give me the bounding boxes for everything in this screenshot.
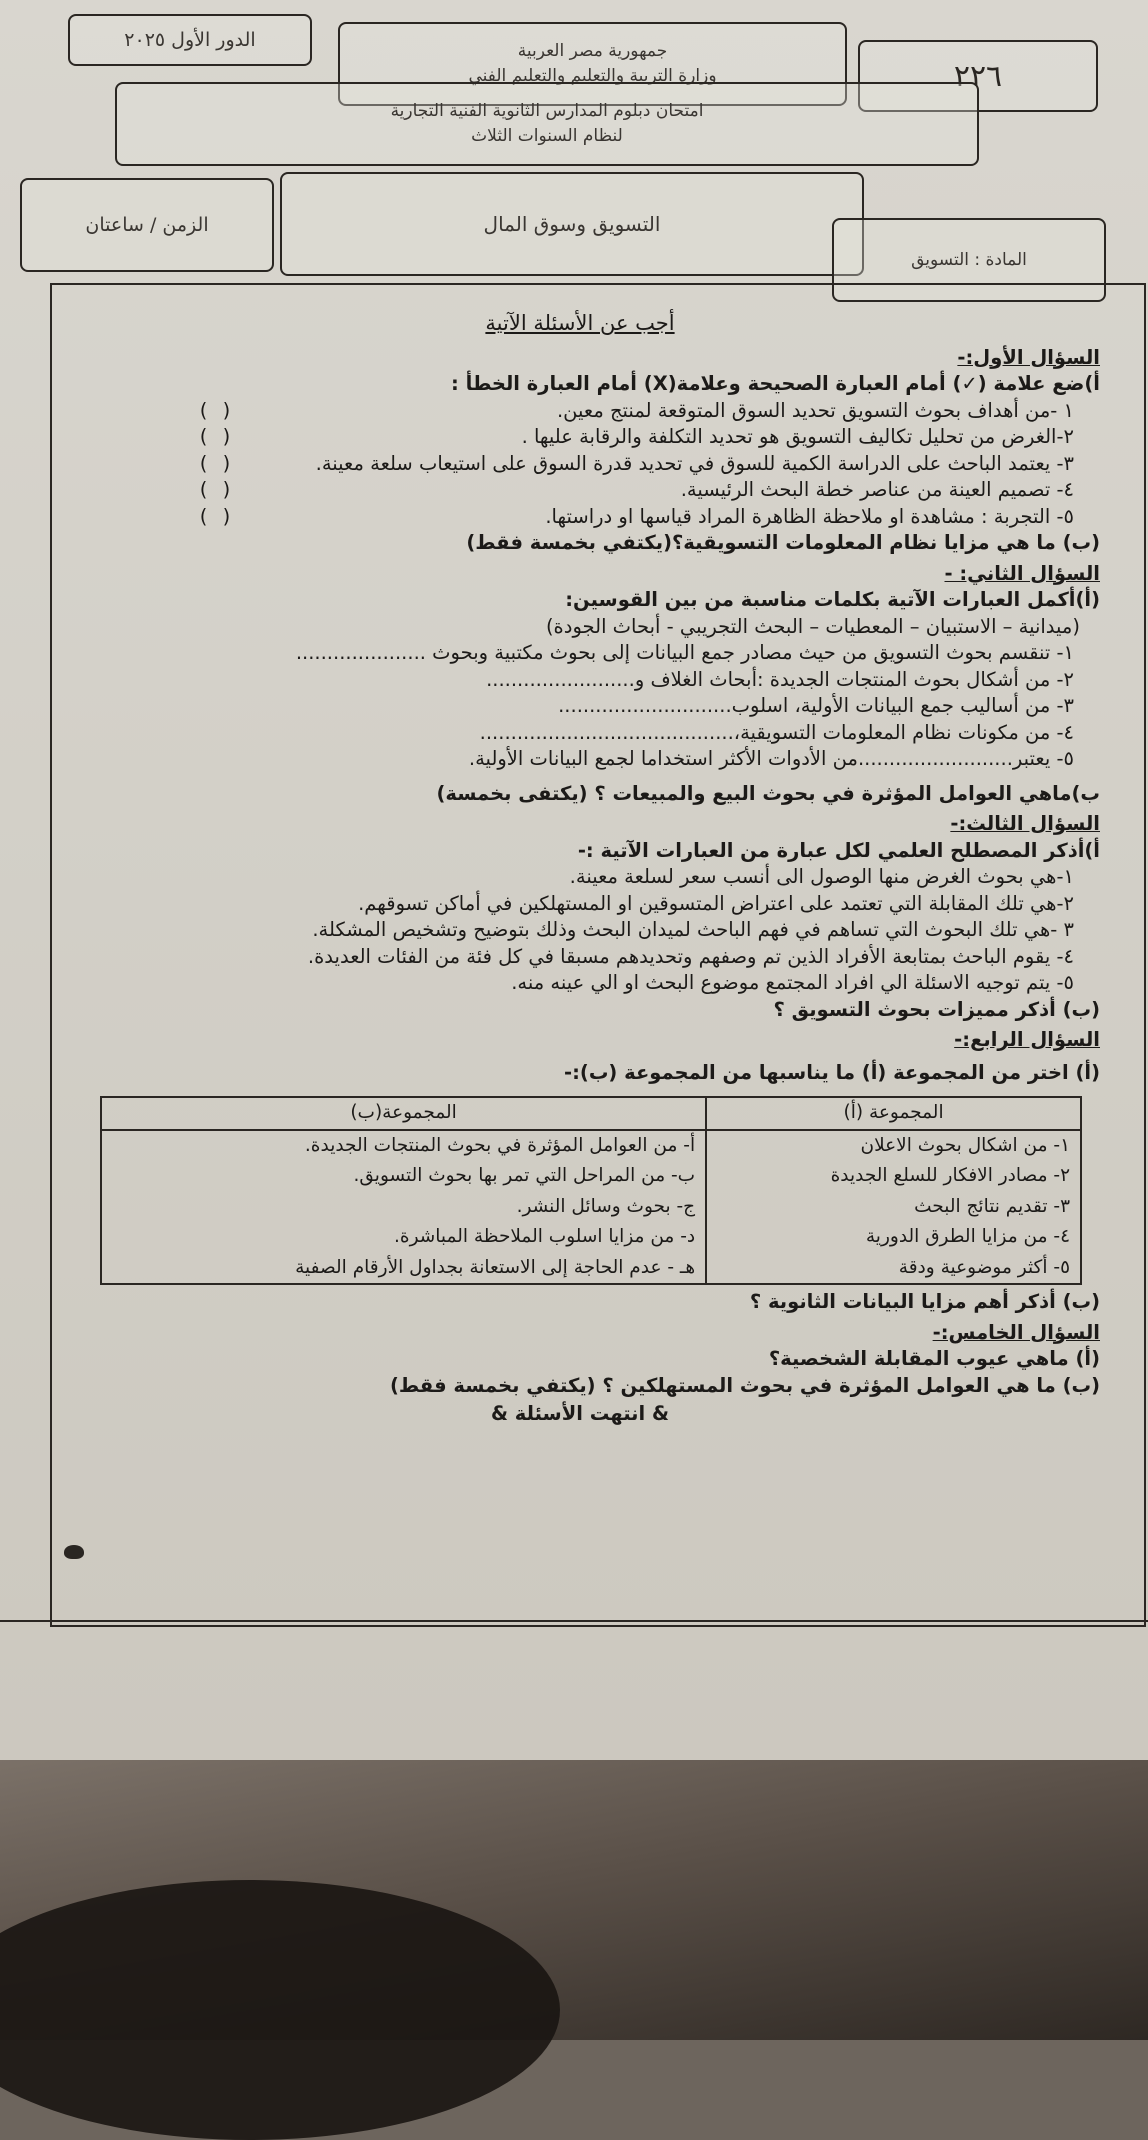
session-label: الدور الأول ٢٠٢٥ bbox=[124, 29, 256, 51]
table-row bbox=[101, 1161, 1081, 1192]
col-a-cell: ٤- من مزايا الطرق الدورية bbox=[706, 1222, 1081, 1253]
q2-b: ب)ماهي العوامل المؤثرة في بحوث البيع والمبيعات ؟ (يكتفى بخمسة) bbox=[436, 781, 1100, 805]
q2-item: ٣- من أساليب جمع البيانات الأولية، اسلوب............................ bbox=[558, 694, 1074, 717]
q3-item: ٤- يقوم الباحث بمتابعة الأفراد الذين تم وصفهم وتحديدهم مسبقا في كل فئة من الفئات العديدة. bbox=[307, 944, 1074, 968]
ink-mark bbox=[64, 1545, 84, 1559]
subject-title-box bbox=[280, 172, 864, 276]
q2-choices: (ميدانية – الاستبيان – المعطيات – البحث التجريبي - أبحاث الجودة) bbox=[545, 614, 1080, 638]
answer-blank: ( ) bbox=[197, 398, 233, 422]
col-b-cell: أ- من العوامل المؤثرة في بحوث المنتجات الجديدة. bbox=[101, 1130, 706, 1162]
col-b-cell: د- من مزايا اسلوب الملاحظة المباشرة. bbox=[101, 1222, 706, 1253]
q5-a: (أ) ماهي عيوب المقابلة الشخصية؟ bbox=[768, 1347, 1100, 1370]
q1-b: (ب) ما هي مزايا نظام المعلومات التسويقية؟(يكتفي بخمسة فقط) bbox=[466, 531, 1100, 554]
q5-b: (ب) ما هي العوامل المؤثرة في بحوث المستهلكين ؟ (يكتفي بخمسة فقط) bbox=[390, 1373, 1100, 1397]
q3-title: السؤال الثالث:- bbox=[950, 812, 1100, 835]
col-a-cell: ٢- مصادر الافكار للسلع الجديدة bbox=[706, 1161, 1081, 1192]
answer-blank: ( ) bbox=[197, 451, 233, 475]
q3-b: (ب) أذكر مميزات بحوث التسويق ؟ bbox=[773, 997, 1100, 1021]
q1-a-prompt: أ)ضع علامة (✓) أمام العبارة الصحيحة وعلامة(X) أمام العبارة الخطأ : bbox=[451, 372, 1100, 395]
q4-b: (ب) أذكر أهم مزايا البيانات الثانوية ؟ bbox=[749, 1290, 1100, 1313]
time-box bbox=[20, 178, 274, 272]
q2-item: ٢- من أشكال بحوث المنتجات الجديدة :أبحاث الغلاف و........................ bbox=[486, 667, 1074, 691]
q3-item: ٢-هي تلك المقابلة التي تعتمد على اعتراض المتسوقين او المستهلكين في أماكن تسوقهم. bbox=[358, 891, 1074, 915]
q4-title: السؤال الرابع:- bbox=[954, 1028, 1100, 1051]
q3-a-prompt: أ)أذكر المصطلح العلمي لكل عبارة من العبارات الآتية :- bbox=[577, 838, 1100, 862]
q3-item: ٥- يتم توجيه الاسئلة الي افراد المجتمع موضوع البحث او الي عينه منه. bbox=[511, 971, 1074, 994]
exam-line-1: امتحان دبلوم المدارس الثانوية الفنية التجارية bbox=[390, 100, 704, 121]
col-b-cell: ج- بحوث وسائل النشر. bbox=[101, 1192, 706, 1223]
q1-title: السؤال الأول:- bbox=[957, 345, 1100, 369]
ministry-label: وزارة التربية والتعليم والتعليم الفني bbox=[468, 66, 717, 86]
col-a-header: المجموعة (أ) bbox=[706, 1097, 1081, 1130]
q4-a-prompt: (أ) اختر من المجموعة (أ) ما يناسبها من المجموعة (ب):- bbox=[564, 1060, 1100, 1084]
subject-label: المادة : التسويق bbox=[911, 250, 1027, 270]
table-row bbox=[101, 1130, 1081, 1162]
q2-title: السؤال الثاني: - bbox=[944, 561, 1100, 585]
table-row bbox=[101, 1192, 1081, 1223]
answer-blank: ( ) bbox=[197, 478, 233, 501]
col-a-cell: ١- من اشكال بحوث الاعلان bbox=[706, 1130, 1081, 1162]
q1-item: ١ -من أهداف بحوث التسويق تحديد السوق المتوقعة لمنتج معين. ( ) bbox=[60, 398, 1100, 425]
q2-item: ١- تنقسم بحوث التسويق من حيث مصادر جمع البيانات إلى بحوث مكتبية وبحوث ..................... bbox=[295, 641, 1074, 664]
q5-title: السؤال الخامس:- bbox=[932, 1320, 1100, 1344]
table-header-row bbox=[101, 1097, 1081, 1130]
end-of-questions: & انتهت الأسئلة & bbox=[491, 1402, 669, 1425]
q1-item: ٤- تصميم العينة من عناصر خطة البحث الرئيسية. ( ) bbox=[60, 477, 1100, 504]
q3-item: ١-هي بحوث الغرض منها الوصول الى أنسب سعر لسلعة معينة. bbox=[569, 865, 1074, 888]
col-b-cell: ب- من المراحل التي تمر بها بحوث التسويق. bbox=[101, 1161, 706, 1192]
q3-item: ٣ -هي تلك البحوث التي تساهم في فهم الباحث لميدان البحث وذلك بتوضيح وتشخيص المشكلة. bbox=[312, 918, 1074, 941]
instructions: أجب عن الأسئلة الآتية bbox=[485, 311, 675, 335]
col-b-cell: هـ - عدم الحاجة إلى الاستعانة بجداول الأرقام الصفية bbox=[101, 1253, 706, 1285]
q2-item: ٤- من مكونات نظام المعلومات التسويقية،......................................... bbox=[479, 720, 1074, 744]
frame-bottom-line bbox=[0, 1620, 1148, 1622]
answer-blank: ( ) bbox=[197, 504, 233, 528]
table-row bbox=[101, 1253, 1081, 1285]
exam-title-box bbox=[115, 82, 979, 166]
table-row bbox=[101, 1222, 1081, 1253]
q1-item: ٢-الغرض من تحليل تكاليف التسويق هو تحديد التكلفة والرقابة عليها . ( ) bbox=[60, 424, 1100, 451]
q2-item: ٥- يعتبر.........................من الأدوات الأكثر استخداما لجمع البيانات الأولية. bbox=[468, 747, 1074, 770]
questions-content bbox=[60, 310, 1100, 1428]
answer-blank: ( ) bbox=[197, 425, 233, 448]
matching-table bbox=[100, 1096, 1082, 1285]
col-b-header: المجموعة(ب) bbox=[101, 1097, 706, 1130]
subject-title: التسويق وسوق المال bbox=[483, 212, 661, 236]
country-label: جمهورية مصر العربية bbox=[517, 40, 668, 61]
col-a-cell: ٣- تقديم نتائج البحث bbox=[706, 1192, 1081, 1223]
exam-code: ٢٢٦ bbox=[953, 58, 1003, 94]
session-box bbox=[68, 14, 312, 66]
col-a-cell: ٥- أكثر موضوعية ودقة bbox=[706, 1253, 1081, 1285]
time-label: الزمن / ساعتان bbox=[85, 214, 209, 236]
exam-line-2: لنظام السنوات الثلاث bbox=[471, 126, 623, 146]
q1-item: ٥- التجربة : مشاهدة او ملاحظة الظاهرة المراد قياسها او دراستها. ( ) bbox=[60, 504, 1100, 531]
q2-a-prompt: (أ)أكمل العبارات الآتية بكلمات مناسبة من بين القوسين: bbox=[565, 588, 1100, 611]
q1-item: ٣- يعتمد الباحث على الدراسة الكمية للسوق في تحديد قدرة السوق على استيعاب سلعة معينة. ( ) bbox=[60, 451, 1100, 478]
